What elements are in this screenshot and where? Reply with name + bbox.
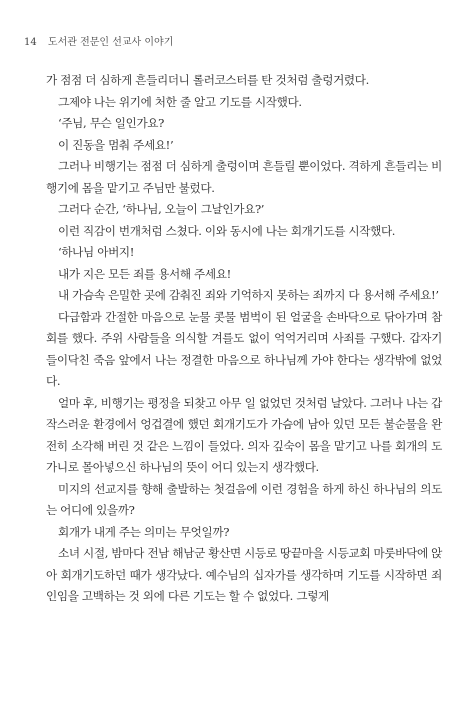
paragraph: 얼마 후, 비행기는 평정을 되찾고 아무 일 없었던 것처럼 날았다. 그러나 나는 갑작스러운 환경에서 엉겁결에 했던 회개기도가 가슴에 남아 있던 모든 불순물을 완전히 소각해 버린 것 같은 느낌이 들었다. 의자 깊숙이 몸을 맡기고 나를 회개의 도가니로 몰아넣으신 하나님의 뜻이 어디 있는지 생각했다. [46,395,442,474]
paragraph: 내 가슴속 은밀한 곳에 감춰진 죄와 기억하지 못하는 죄까지 다 용서해 주세요!’ [58,288,439,302]
running-header [24,33,173,48]
paragraph: 그제야 나는 위기에 처한 줄 알고 기도를 시작했다. [58,94,302,109]
paragraph: 내가 지은 모든 죄를 용서해 주세요! [58,266,231,281]
paragraph: 그러나 비행기는 점점 더 심하게 출렁이며 흔들릴 뿐이었다. 격하게 흔들리는 비행기에 몸을 맡기고 주님만 불렀다. [46,159,442,195]
paragraph: ‘하나님 아버지! [58,245,135,259]
paragraph: 가 점점 더 심하게 흔들리더니 롤러코스터를 탄 것처럼 출렁거렸다. [46,73,369,87]
page-number: 14 [24,37,37,48]
running-title: 도서관 전문인 선교사 이야기 [47,37,174,48]
paragraph: 그러다 순간, ‘하나님, 오늘이 그날인가요?’ [58,202,265,216]
paragraph: 이 진동을 멈춰 주세요!’ [58,137,174,152]
paragraph: ‘주님, 무슨 일인가요? [58,116,165,130]
paragraph: 다급함과 간절한 마음으로 눈물 콧물 범벅이 된 얼굴을 손바닥으로 닦아가며 참회를 했다. 주위 사람들을 의식할 겨를도 없이 억억거리며 사죄를 구했다. 갑자기 들이닥친 죽음 앞에서 나는 정결한 마음으로 하나님께 가야 한다는 생각밖에 없었다. [46,309,442,388]
paragraph: 미지의 선교지를 향해 출발하는 첫걸음에 이런 경험을 하게 하신 하나님의 의도는 어디에 있을까? [46,481,442,517]
body-text [46,70,442,608]
paragraph: 소녀 시절, 밤마다 전남 해남군 황산면 시등로 땅끝마을 시등교회 마룻바닥에 앉아 회개기도하던 때가 생각났다. 예수님의 십자가를 생각하며 기도를 시작하면 죄인임을 고백하는 것 외에 다른 기도는 할 수 없었다. 그렇게 [46,546,442,603]
paragraph: 회개가 내게 주는 의미는 무엇일까? [58,524,230,539]
paragraph: 이런 직감이 번개처럼 스쳤다. 이와 동시에 나는 회개기도를 시작했다. [58,223,396,238]
